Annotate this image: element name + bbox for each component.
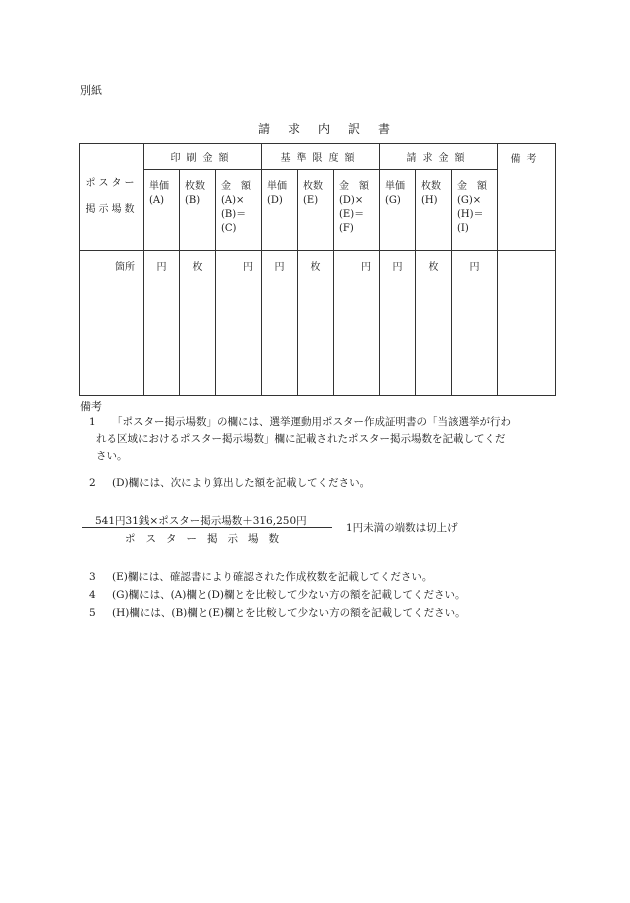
note-text: (E)欄には、確認書により確認された作成枚数を記載してください。: [112, 571, 433, 583]
sheets-unit: 枚: [428, 262, 439, 273]
page-label: 別紙: [80, 84, 102, 97]
note-number: 4: [89, 589, 96, 601]
note-text: (D)欄には、次により算出した額を記載してください。: [112, 477, 371, 489]
sheets-unit: 枚: [310, 262, 321, 273]
amount-c-header: 金 額 (A)× (B)＝ (C): [216, 170, 262, 251]
poster-header-line1: ポスター: [85, 178, 138, 189]
poster-header-line2: 掲示場数: [85, 204, 138, 215]
sheets-h-cell[interactable]: [416, 251, 452, 396]
standard-limit-header: 基準限度額: [262, 144, 380, 170]
formula-numerator: 541円31銭×ポスター掲示場数＋316,250円: [95, 515, 307, 527]
note-text: 「ポスター掲示場数」の欄には、選挙運動用ポスター作成証明書の「当該選挙が行わ れる区域におけるポスター掲示場数」欄に記載されたポスター掲示場数を記載してくだ さい。: [96, 416, 511, 462]
note-number: 1: [89, 416, 96, 428]
note-number: 3: [89, 571, 96, 583]
remarks-header: 備考: [498, 144, 556, 251]
notes-label: 備考: [80, 400, 102, 413]
unit-price-g-cell[interactable]: [380, 251, 416, 396]
amount-i-cell[interactable]: [452, 251, 498, 396]
yen-unit: 円: [361, 262, 371, 273]
sheets-b-header: 枚数 (B): [180, 170, 216, 251]
amount-f-cell[interactable]: [334, 251, 380, 396]
sheets-e-cell[interactable]: [298, 251, 334, 396]
amount-c-cell[interactable]: [216, 251, 262, 396]
fraction-bar: [82, 527, 332, 528]
formula-denominator: ポスター掲示場数: [125, 533, 289, 545]
note-number: 5: [89, 607, 96, 619]
poster-count-cell[interactable]: [80, 251, 144, 396]
formula-rounding-note: 1円未満の端数は切上げ: [346, 522, 458, 534]
note-text: (G)欄には、(A)欄と(D)欄とを比較して少ない方の額を記載してください。: [112, 589, 466, 601]
sheets-b-cell[interactable]: [180, 251, 216, 396]
print-amount-header: 印刷金額: [144, 144, 262, 170]
sheets-e-header: 枚数 (E): [298, 170, 334, 251]
yen-unit: 円: [469, 262, 480, 273]
yen-unit: 円: [156, 262, 167, 273]
breakdown-table: [79, 143, 556, 396]
sheets-unit: 枚: [192, 262, 203, 273]
yen-unit: 円: [392, 262, 403, 273]
places-unit: 箇所: [115, 262, 135, 273]
amount-f-header: 金 額 (D)× (E)＝ (F): [334, 170, 380, 251]
claim-amount-header: 請求金額: [380, 144, 498, 170]
yen-unit: 円: [243, 262, 253, 273]
unit-price-d-cell[interactable]: [262, 251, 298, 396]
sheets-h-header: 枚数 (H): [416, 170, 452, 251]
remarks-cell[interactable]: [498, 251, 556, 396]
poster-count-header: [80, 144, 144, 251]
note-text: (H)欄には、(B)欄と(E)欄とを比較して少ない方の額を記載してください。: [112, 607, 466, 619]
unit-price-g-header: 単価 (G): [380, 170, 416, 251]
yen-unit: 円: [274, 262, 285, 273]
document-title: 請求内訳書: [257, 122, 408, 136]
unit-price-d-header: 単価 (D): [262, 170, 298, 251]
note-number: 2: [89, 477, 96, 489]
unit-price-a-cell[interactable]: [144, 251, 180, 396]
amount-i-header: 金 額 (G)× (H)＝ (I): [452, 170, 498, 251]
unit-price-a-header: 単価 (A): [144, 170, 180, 251]
